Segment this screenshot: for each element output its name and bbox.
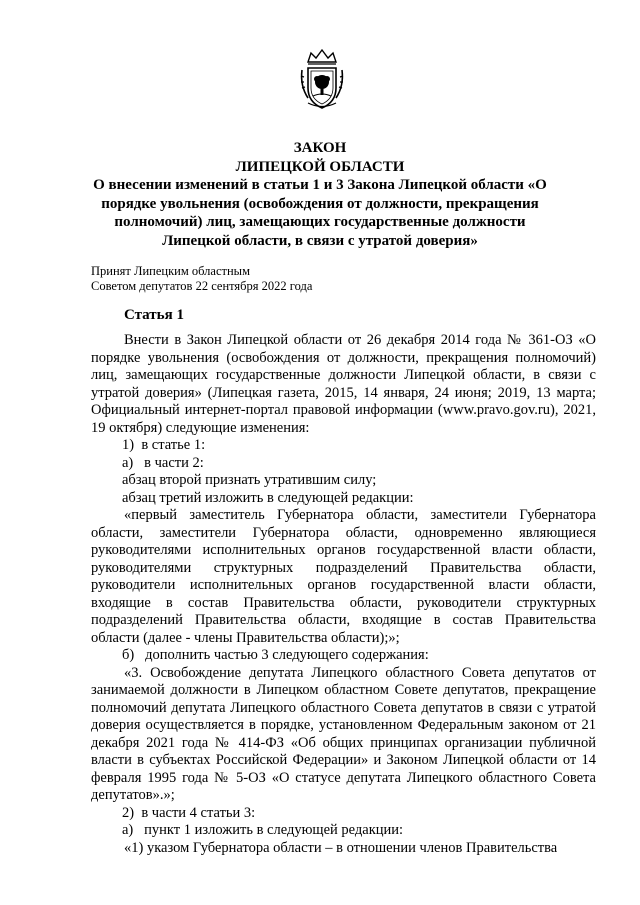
paragraph-restate: абзац третий изложить в следующей редакции:: [122, 489, 414, 506]
list-item-2a: а) пункт 1 изложить в следующей редакции:: [122, 822, 404, 838]
quote-point-1: «1) указом Губернатора области – в отношении членов Правительства: [124, 839, 558, 856]
document-subtitle: [0, 176, 640, 250]
document-subtitle-text: О внесении изменений в статьи 1 и 3 Закона Липецкой области «О порядке увольнения (освобождения от должности, прекращения полномочий) лиц, замещающих государственные должности Липецкой области, в связи с утратой доверия»: [93, 177, 547, 249]
article-intro: Внести в Закон Липецкой области от 26 декабря 2014 года № 361-ОЗ «О порядке увольнения (освобождения от должности, прекращения полномочий) лиц, замещающих государственные должности Липецкой области, в связи с утратой доверия» (Липецкая газета, 2015, 14 января, 24 июня; 2019, 13 марта; Официальный интернет-портал правовой информации (www.pravo.gov.ru), 2021, 19 октября) следующие изменения:: [91, 332, 596, 436]
adoption-line-2: Советом депутатов 22 сентября 2022 года: [91, 279, 313, 293]
paragraph-repeal: абзац второй признать утратившим силу;: [122, 472, 377, 488]
adoption-note: [91, 264, 312, 294]
article-heading: Статья 1: [124, 307, 184, 323]
document-region: ЛИПЕЦКОЙ ОБЛАСТИ: [235, 159, 405, 175]
list-item-1a: а) в части 2:: [122, 454, 204, 471]
list-item-1: 1) в статье 1:: [122, 437, 206, 453]
coat-of-arms-icon: [298, 48, 346, 110]
quote-part-3: «3. Освобождение депутата Липецкого областного Совета депутатов от занимаемой должности в Липецком областном Совете депутатов, прекращение полномочий депутата Липецкого областного Совета депутатов в связи с утратой доверия осуществляется в порядке, установленном Федеральным законом от 21 декабря 2021 года № 414-ФЗ «Об общих принципах организации публичной власти в субъектах Российской Федерации» и Законом Липецкой области от 14 февраля 1995 года № 5-ОЗ «О статусе депутата Липецкого областного Совета депутатов».»;: [91, 664, 596, 803]
list-item-1b: б) дополнить частью 3 следующего содержания:: [122, 647, 429, 663]
adoption-line-1: Принят Липецким областным: [91, 264, 250, 278]
document-title: ЗАКОН: [293, 140, 347, 156]
article-body: [91, 332, 596, 857]
quote-officials: «первый заместитель Губернатора области, заместители Губернатора области, заместители Губернатора области, одновременно являющиеся руководителями исполнительных органов государственной власти области, руководителями структурных подразделений Правительства области, руководители исполнительных органов государственной власти области, входящие в состав Правительства области, руководители структурных подразделений Правительства области, входящие в состав Правительства области (далее - члены Правительства области);»;: [91, 507, 596, 646]
list-item-2: 2) в части 4 статьи 3:: [122, 804, 256, 821]
